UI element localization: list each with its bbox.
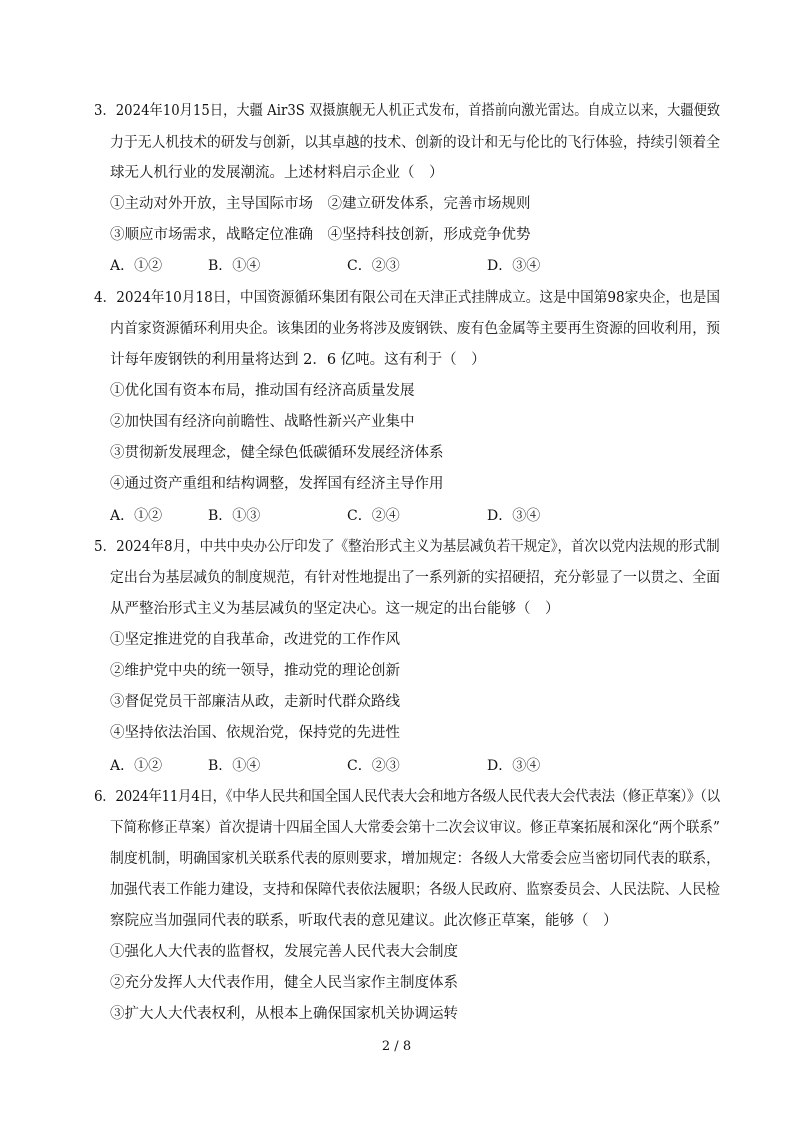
question-5-option-b[interactable]: B．①④ <box>208 758 261 774</box>
question-5-option-d[interactable]: D．③④ <box>487 758 541 774</box>
question-4-statement-4: ④通过资产重组和结构调整，发挥国有经济主导作用 <box>110 476 444 492</box>
question-3-option-c[interactable]: C．②③ <box>347 258 400 274</box>
question-4-stem-line-1: 4．2024年10月18日，中国资源循环集团有限公司在天津正式挂牌成立。这是中国第98家央企，也是国 <box>94 290 720 306</box>
question-3-option-b[interactable]: B．①④ <box>208 258 261 274</box>
question-4-stem-line-2: 内首家资源循环利用央企。该集团的业务将涉及废钢铁、废有色金属等主要再生资源的回收利用，预 <box>110 321 720 337</box>
question-6-statement-2: ②充分发挥人大代表作用，健全人民当家作主制度体系 <box>110 975 458 991</box>
question-4-statement-1: ①优化国有资本布局，推动国有经济高质量发展 <box>110 383 415 399</box>
question-3-option-d[interactable]: D．③④ <box>487 258 541 274</box>
question-5-statement-2: ②维护党中央的统一领导，推动党的理论创新 <box>110 663 400 679</box>
question-5-option-a[interactable]: A．①② <box>110 758 163 774</box>
question-4-option-c[interactable]: C．②④ <box>347 508 400 524</box>
question-6-stem-line-2: 下简称修正草案）首次提请十四届全国人大常委会第十二次会议审议。修正草案拓展和深化“两个联系” <box>110 820 720 836</box>
question-6-statement-1: ①强化人大代表的监督权，发展完善人民代表大会制度 <box>110 944 458 960</box>
question-6-stem-line-3: 制度机制，明确国家机关联系代表的原则要求，增加规定：各级人大常委会应当密切同代表的联系， <box>110 851 720 867</box>
question-5-stem-line-3: 从严整治形式主义为基层减负的坚定决心。这一规定的出台能够（ ） <box>110 601 560 617</box>
question-4-statement-3: ③贯彻新发展理念，健全绿色低碳循环发展经济体系 <box>110 445 444 461</box>
question-3-option-a[interactable]: A．①② <box>110 258 163 274</box>
question-5-stem-line-2: 定出台为基层减负的制度规范，有针对性地提出了一系列新的实招硬招，充分彰显了一以贯之、全面 <box>110 570 720 586</box>
question-5-statement-3: ③督促党员干部廉洁从政，走新时代群众路线 <box>110 694 400 710</box>
question-5-statement-4: ④坚持依法治国、依规治党，保持党的先进性 <box>110 725 400 741</box>
question-3-stem-line-2: 力于无人机技术的研发与创新，以其卓越的技术、创新的设计和无与伦比的飞行体验，持续引领着全 <box>110 135 720 151</box>
question-5-stem-line-1: 5．2024年8月，中共中央办公厅印发了《整治形式主义为基层减负若干规定》，首次以党内法规的形式制 <box>94 539 720 555</box>
question-6-stem-line-1: 6．2024年11月4日，《中华人民共和国全国人民代表大会和地方各级人民代表大会代表法（修正草案）》（以 <box>94 789 720 805</box>
question-3-stem-line-1: 3．2024年10月15日，大疆 Air3S 双摄旗舰无人机正式发布，首搭前向激光雷达。自成立以来，大疆便致 <box>94 103 721 119</box>
question-6-statement-3: ③扩大人大代表权利，从根本上确保国家机关协调运转 <box>110 1006 458 1022</box>
question-3-statement-2: ③顺应市场需求，战略定位准确 ④坚持科技创新，形成竞争优势 <box>110 227 531 243</box>
question-5-option-c[interactable]: C．②③ <box>347 758 400 774</box>
page-number: 2 / 8 <box>381 1039 412 1054</box>
question-4-statement-2: ②加快国有经济向前瞻性、战略性新兴产业集中 <box>110 414 415 430</box>
question-4-option-a[interactable]: A．①② <box>110 508 163 524</box>
question-6-stem-line-4: 加强代表工作能力建设，支持和保障代表依法履职；各级人民政府、监察委员会、人民法院、人民检 <box>110 882 720 898</box>
question-3-statement-1: ①主动对外开放，主导国际市场 ②建立研发体系，完善市场规则 <box>110 196 531 212</box>
question-4-stem-line-3: 计每年废钢铁的利用量将达到 2．6 亿吨。这有利于（ ） <box>110 352 486 368</box>
question-4-option-d[interactable]: D．③④ <box>487 508 541 524</box>
question-3-stem-line-3: 球无人机行业的发展潮流。上述材料启示企业（ ） <box>110 165 444 181</box>
question-6-stem-line-5: 察院应当加强同代表的联系，听取代表的意见建议。此次修正草案，能够（ ） <box>110 913 618 929</box>
question-4-option-b[interactable]: B．①③ <box>208 508 261 524</box>
question-5-statement-1: ①坚定推进党的自我革命，改进党的工作作风 <box>110 632 400 648</box>
